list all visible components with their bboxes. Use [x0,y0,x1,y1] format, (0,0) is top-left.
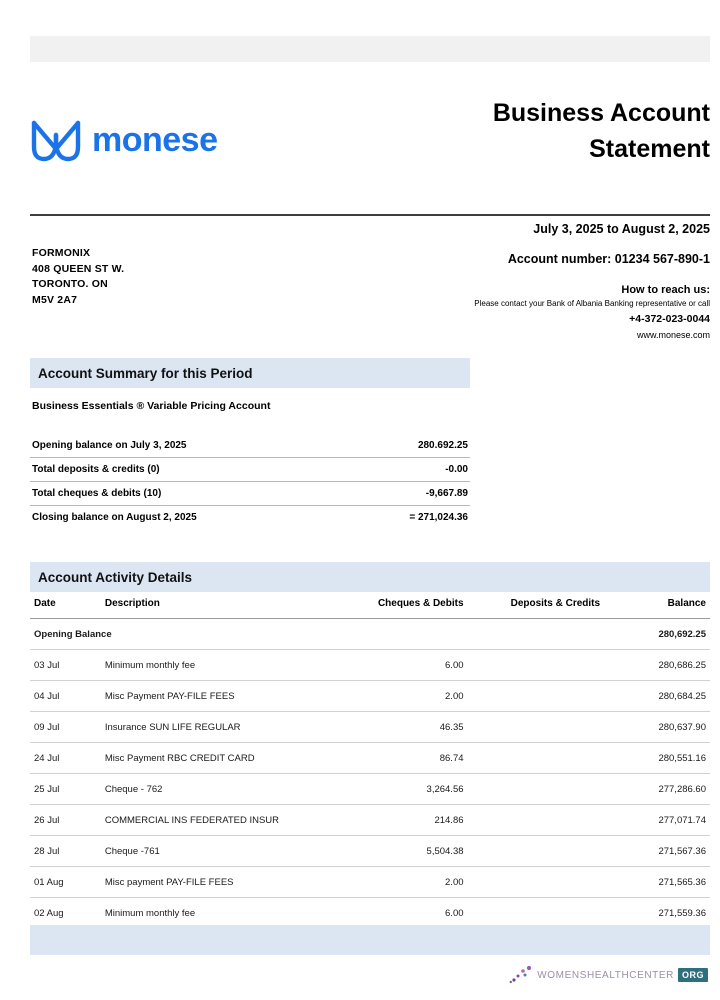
cell-date: 24 Jul [30,743,105,774]
summary-amount: 280.692.25 [417,440,468,451]
cell-credit [482,681,611,712]
cell-description: Cheque -761 [105,836,341,867]
cell-date: 04 Jul [30,681,105,712]
table-row [30,836,710,867]
brand-name: monese [92,121,218,159]
account-summary-banner [30,358,470,388]
opening-balance-label: Opening Balance [30,619,340,650]
statement-period: July 3, 2025 to August 2, 2025 [533,222,710,236]
table-header-row [30,596,710,619]
cell-date: 26 Jul [30,805,105,836]
cell-balance: 271,559.36 [610,898,710,929]
cell-debit: 46.35 [340,712,481,743]
opening-balance-amount: 280,692.25 [610,619,710,650]
column-header-description: Description [105,596,341,619]
address-line-2: TORONTO. ON [32,278,108,291]
page-title [290,95,710,168]
account-activity-section [30,596,710,929]
table-row [30,867,710,898]
column-header-debits: Cheques & Debits [340,596,481,619]
cell-balance: 277,071.74 [610,805,710,836]
table-row [30,898,710,929]
page-title-line2: Statement [589,135,710,164]
activity-table [30,596,710,929]
account-activity-title: Account Activity Details [38,569,193,585]
watermark-text: WOMENSHEALTHCENTER [537,969,674,981]
contact-note: Please contact your Bank of Albania Banking representative or call [474,299,710,308]
opening-balance-debit [340,619,481,650]
column-header-credits: Deposits & Credits [482,596,611,619]
cell-credit [482,867,611,898]
cell-balance: 280,551.16 [610,743,710,774]
summary-amount: = 271,024.36 [350,506,470,530]
watermark-suffix: ORG [678,968,708,982]
product-name: Business Essentials ® Variable Pricing Account [32,400,271,412]
summary-label: Opening balance on July 3, 2025 [32,440,187,451]
cell-balance: 271,567.36 [610,836,710,867]
account-number: Account number: 01234 567-890-1 [507,252,710,266]
opening-balance-row [30,619,710,650]
header-divider [30,214,710,216]
table-row [30,650,710,681]
cell-description: Minimum monthly fee [105,898,341,929]
summary-table [30,434,470,529]
column-header-date: Date [30,596,105,619]
cell-credit [482,774,611,805]
activity-table-body [30,619,710,929]
cell-debit: 86.74 [340,743,481,774]
cell-credit [482,805,611,836]
table-row [30,774,710,805]
cell-date: 09 Jul [30,712,105,743]
cell-balance: 277,286.60 [610,774,710,805]
account-summary-title: Account Summary for this Period [38,365,253,381]
cell-balance: 271,565.36 [610,867,710,898]
opening-balance-credit [482,619,611,650]
summary-amount: -9,667.89 [350,482,470,506]
address-line-1: 408 QUEEN ST W. [32,262,125,275]
cell-credit [482,712,611,743]
cell-debit: 6.00 [340,650,481,681]
cell-description: Misc Payment PAY-FILE FEES [105,681,341,712]
monese-logo-icon [30,117,82,163]
account-summary-section [30,400,470,529]
cell-balance: 280,637.90 [610,712,710,743]
cell-description: Misc Payment RBC CREDIT CARD [105,743,341,774]
cell-description: Misc payment PAY-FILE FEES [105,867,341,898]
cell-balance: 280,684.25 [610,681,710,712]
cell-credit [482,898,611,929]
cell-description: Insurance SUN LIFE REGULAR [105,712,341,743]
summary-row-deposits [30,458,470,482]
statement-header [30,95,710,190]
cell-debit: 2.00 [340,867,481,898]
summary-label: Total cheques & debits (10) [30,482,350,506]
dots-icon [509,965,535,985]
statement-meta-right [280,222,710,342]
summary-label: Total deposits & credits (0) [30,458,350,482]
cell-debit: 5,504.38 [340,836,481,867]
summary-row-debits [30,482,470,506]
cell-debit: 2.00 [340,681,481,712]
cell-credit [482,836,611,867]
cell-description: COMMERCIAL INS FEDERATED INSUR [105,805,341,836]
watermark [509,962,708,988]
contact-website: www.monese.com [636,329,710,340]
table-row [30,743,710,774]
summary-label: Closing balance on August 2, 2025 [30,506,350,530]
table-row [30,805,710,836]
cell-debit: 214.86 [340,805,481,836]
cell-date: 03 Jul [30,650,105,681]
cell-credit [482,650,611,681]
cell-balance: 280,686.25 [610,650,710,681]
cell-description: Cheque - 762 [105,774,341,805]
contact-phone: +4-372-023-0044 [629,313,710,325]
cell-debit: 3,264.56 [340,774,481,805]
customer-address [32,246,124,308]
cell-credit [482,743,611,774]
customer-name: FORMONIX [32,247,91,259]
column-header-balance: Balance [610,596,710,619]
top-grey-band [30,36,710,62]
address-postal-code: M5V 2A7 [32,293,78,306]
table-row [30,681,710,712]
account-activity-banner [30,562,710,592]
brand-logo [30,117,218,163]
contact-heading: How to reach us: [621,284,710,296]
cell-date: 02 Aug [30,898,105,929]
cell-debit: 6.00 [340,898,481,929]
summary-amount: -0.00 [350,458,470,482]
cell-date: 28 Jul [30,836,105,867]
page-title-line1: Business Account [492,99,710,127]
bottom-blue-band [30,925,710,955]
cell-date: 01 Aug [30,867,105,898]
table-row [30,712,710,743]
cell-description: Minimum monthly fee [105,650,341,681]
summary-row-closing [30,506,470,530]
cell-date: 25 Jul [30,774,105,805]
summary-row-opening [30,434,470,458]
